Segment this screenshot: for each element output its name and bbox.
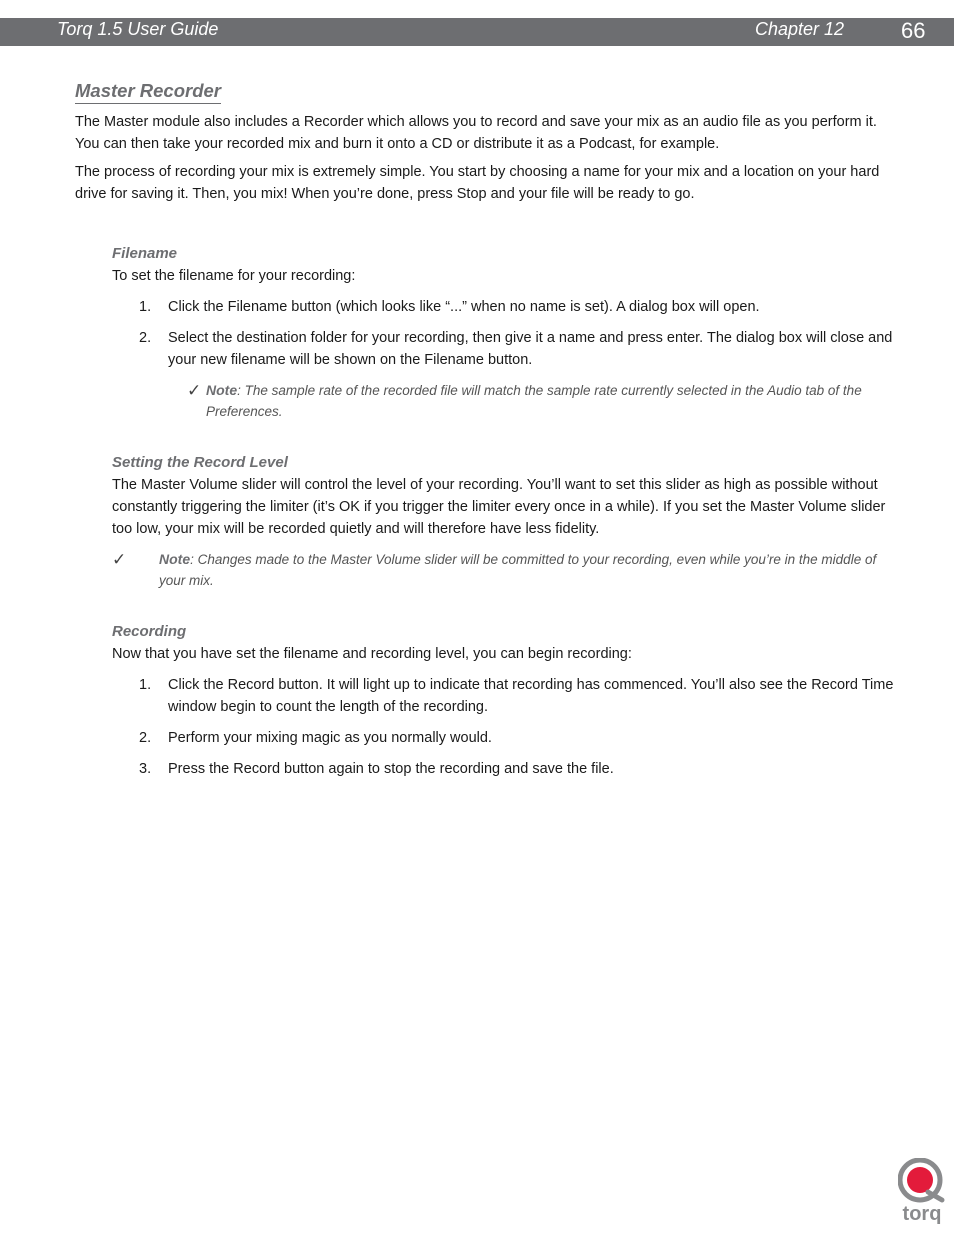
checkmark-icon: ✓ (112, 550, 127, 569)
intro-paragraph-2: The process of recording your mix is extremely simple. You start by choosing a name for your mix and a location on your hard drive for saving it. Then, you mix! When you’re done, press Stop and your file will be ready to go. (75, 164, 880, 202)
list-item (112, 674, 901, 718)
step-text: Press the Record button again to stop the recording and save the file. (168, 761, 614, 777)
filename-note (187, 380, 901, 422)
list-item (112, 296, 901, 318)
list-item (112, 727, 901, 749)
step-number: 3. (139, 761, 152, 777)
record-level-subsection (112, 452, 901, 591)
filename-subsection (112, 243, 901, 422)
step-number: 1. (139, 299, 152, 315)
guide-title: Torq 1.5 User Guide (57, 19, 219, 39)
chapter-label: Chapter 12 (755, 19, 845, 39)
record-level-heading: Setting the Record Level (112, 454, 288, 471)
step-text: Select the destination folder for your recording, then give it a name and press enter. The dialog box will close and your new filename will be shown on the Filename button. (168, 330, 893, 368)
section-title: Master Recorder (75, 80, 221, 104)
note-label: Note (206, 382, 238, 398)
logo-wordmark: torq (902, 1203, 942, 1224)
checkmark-icon: ✓ (187, 381, 202, 400)
intro-paragraph-1: The Master module also includes a Recorder which allows you to record and save your mix as an audio file as you perform it. You can then take your recorded mix and burn it onto a CD or distribute it as a Podcast, for example. (75, 114, 877, 152)
step-text: Click the Filename button (which looks like “...” when no name is set). A dialog box will open. (168, 299, 760, 315)
page-content (75, 80, 901, 789)
step-number: 2. (139, 730, 152, 746)
page-header (0, 18, 954, 46)
recording-subsection (112, 621, 901, 780)
page-number: 66 (901, 18, 926, 43)
torq-logo-icon (898, 1158, 946, 1224)
step-number: 1. (139, 677, 152, 693)
list-item (112, 758, 901, 780)
list-item (112, 327, 901, 371)
recording-heading: Recording (112, 623, 187, 640)
step-number: 2. (139, 330, 152, 346)
record-level-note (112, 549, 901, 591)
record-level-paragraph: The Master Volume slider will control the level of your recording. You’ll want to set this slider as high as possible without constantly triggering the limiter (it’s OK if you trigger the limiter every once in a while). If you set the Master Volume slider too low, your mix will be recorded quietly and will therefore have less fidelity. (112, 477, 886, 537)
note-text: : Changes made to the Master Volume slider will be committed to your recording, even while you’re in the middle of your mix. (159, 552, 877, 588)
note-text: : The sample rate of the recorded file will match the sample rate currently selected in the Audio tab of the Preferences. (206, 383, 862, 419)
recording-steps (112, 674, 901, 780)
step-text: Perform your mixing magic as you normally would. (168, 730, 492, 746)
filename-steps (112, 296, 901, 371)
section-intro (75, 111, 901, 205)
filename-intro: To set the filename for your recording: (112, 268, 356, 284)
logo-dot (907, 1167, 933, 1193)
note-label: Note (159, 551, 191, 567)
step-text: Click the Record button. It will light up to indicate that recording has commenced. You’ll also see the Record Time window begin to count the length of the recording. (168, 677, 894, 715)
filename-heading: Filename (112, 245, 178, 262)
recording-intro: Now that you have set the filename and recording level, you can begin recording: (112, 646, 632, 662)
